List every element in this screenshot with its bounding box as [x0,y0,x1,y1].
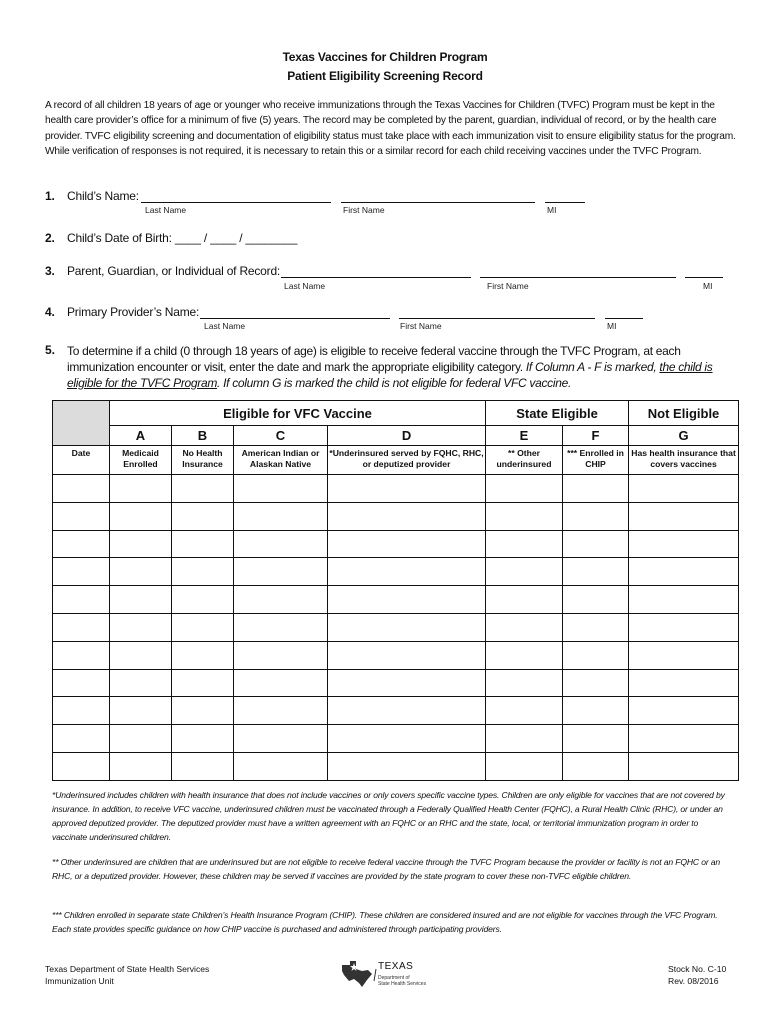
table-row [53,613,739,641]
entry-cell-a[interactable] [110,475,172,503]
entry-cell-b[interactable] [172,697,234,725]
question-4-number: 4. [45,305,55,319]
question-1 [45,189,139,203]
entry-cell-c[interactable] [234,530,328,558]
question-5-condition: If Column A - F is marked, [525,360,657,374]
column-letter-c: C [234,426,328,446]
entry-cell-date[interactable] [53,586,110,614]
entry-cell-date[interactable] [53,725,110,753]
question-1-label: Child’s Name: [67,189,139,203]
entry-cell-date[interactable] [53,558,110,586]
entry-cell-f[interactable] [563,669,629,697]
provider-first-name-caption: First Name [400,321,442,331]
entry-cell-date[interactable] [53,530,110,558]
table-row [53,641,739,669]
entry-cell-d[interactable] [328,752,486,780]
guardian-first-name-caption: First Name [487,281,529,291]
entry-cell-f[interactable] [563,586,629,614]
column-letter-e: E [486,426,563,446]
column-letter-g: G [629,426,739,446]
entry-cell-d[interactable] [328,502,486,530]
column-desc-e: ** Other underinsured [486,446,563,475]
question-3-number: 3. [45,264,55,278]
entry-cell-d[interactable] [328,613,486,641]
entry-cell-b[interactable] [172,725,234,753]
entry-cell-c[interactable] [234,641,328,669]
child-first-name-caption: First Name [343,205,385,215]
question-4-label: Primary Provider’s Name: [67,305,200,319]
entry-cell-b[interactable] [172,613,234,641]
entry-cell-d[interactable] [328,641,486,669]
entry-cell-g[interactable] [629,586,739,614]
guardian-last-name-field[interactable] [281,277,471,278]
entry-cell-d[interactable] [328,669,486,697]
entry-cell-g[interactable] [629,697,739,725]
column-desc-g: Has health insurance that covers vaccines [629,446,739,475]
entry-cell-c[interactable] [234,613,328,641]
date-header-blank [53,401,110,446]
entry-cell-e[interactable] [486,641,563,669]
intro-paragraph: A record of all children 18 years of age or younger who receive immunizations through the Texas Vaccines for Children (TVFC) Program must be kept in the health care provider’s office for a minimum of five (5) years. The record may be completed by the parent, guardian, individual of record, or by the health care provider. TVFC eligibility screening and documentation of eligibility status must take place with each immunization visit to ensure eligibility status for the program. While verification of responses is not required, it is necessary to retain this or a similar record for each child receiving vaccines under the TVFC Program. [45,100,736,157]
entry-cell-b[interactable] [172,530,234,558]
question-3 [45,264,280,278]
entry-cell-e[interactable] [486,530,563,558]
entry-cell-g[interactable] [629,475,739,503]
entry-cell-c[interactable] [234,725,328,753]
entry-cell-g[interactable] [629,752,739,780]
entry-cell-date[interactable] [53,752,110,780]
footer-agency-block [45,963,209,987]
entry-cell-g[interactable] [629,641,739,669]
entry-cell-b[interactable] [172,669,234,697]
column-letter-d: D [328,426,486,446]
entry-cell-date[interactable] [53,475,110,503]
entry-cell-date[interactable] [53,641,110,669]
footer-revision: Rev. 08/2016 [668,976,719,986]
entry-cell-g[interactable] [629,502,739,530]
entry-cell-a[interactable] [110,502,172,530]
table-row [53,475,739,503]
entry-cell-e[interactable] [486,613,563,641]
table-row [53,669,739,697]
guardian-mi-field[interactable] [685,277,723,278]
provider-first-name-field[interactable] [399,318,595,319]
entry-cell-f[interactable] [563,725,629,753]
table-row [53,530,739,558]
entry-cell-date[interactable] [53,697,110,725]
entry-cell-d[interactable] [328,725,486,753]
entry-cell-e[interactable] [486,502,563,530]
entry-cell-c[interactable] [234,752,328,780]
entry-cell-f[interactable] [563,502,629,530]
footer-agency: Texas Department of State Health Services [45,964,210,974]
question-2[interactable] [45,231,297,245]
child-first-name-field[interactable] [341,202,535,203]
guardian-first-name-field[interactable] [480,277,676,278]
entry-cell-a[interactable] [110,613,172,641]
entry-cell-e[interactable] [486,752,563,780]
footer-unit: Immunization Unit [45,976,114,986]
logo-subtitle-line2: State Health Services [378,981,427,987]
entry-cell-f[interactable] [563,613,629,641]
entry-cell-c[interactable] [234,586,328,614]
entry-cell-a[interactable] [110,752,172,780]
guardian-mi-caption: MI [703,281,713,291]
table-row [53,558,739,586]
entry-cell-date[interactable] [53,613,110,641]
entry-cell-a[interactable] [110,530,172,558]
entry-cell-c[interactable] [234,558,328,586]
note-chip: *** Children enrolled in separate state Children’s Health Insurance Program (CHIP). These children are considered insured and are not eligible for vaccines through the VFC Program. Each state provides specific guidance on how CHIP vaccine is purchased and administered through participating providers. [52,910,718,934]
question-2-number: 2. [45,231,55,245]
entry-cell-d[interactable] [328,697,486,725]
eligibility-table-body [53,475,739,781]
column-desc-c: American Indian or Alaskan Native [234,446,328,475]
question-2-label: Child’s Date of Birth: ____ / ____ / ________ [67,231,298,245]
entry-cell-a[interactable] [110,586,172,614]
entry-cell-a[interactable] [110,725,172,753]
logo-subtitle [378,975,426,987]
entry-cell-e[interactable] [486,475,563,503]
entry-cell-a[interactable] [110,641,172,669]
entry-cell-c[interactable] [234,475,328,503]
entry-cell-b[interactable] [172,641,234,669]
entry-cell-a[interactable] [110,558,172,586]
entry-cell-e[interactable] [486,725,563,753]
entry-cell-g[interactable] [629,725,739,753]
group-header-vfc: Eligible for VFC Vaccine [110,401,486,426]
entry-cell-e[interactable] [486,586,563,614]
table-row [53,752,739,780]
entry-cell-g[interactable] [629,530,739,558]
child-last-name-caption: Last Name [145,205,187,215]
logo-word: TEXAS [378,961,414,972]
entry-cell-b[interactable] [172,558,234,586]
entry-cell-d[interactable] [328,475,486,503]
question-5-eligible-phrase: the child is eligible for the TVFC Program [67,360,713,390]
entry-cell-f[interactable] [563,697,629,725]
provider-last-name-field[interactable] [200,318,390,319]
question-5-number: 5. [45,343,56,357]
provider-mi-field[interactable] [605,318,643,319]
child-last-name-field[interactable] [141,202,331,203]
entry-cell-c[interactable] [234,502,328,530]
question-5-text [67,343,737,391]
entry-cell-e[interactable] [486,558,563,586]
entry-cell-c[interactable] [234,669,328,697]
form-subtitle: Patient Eligibility Screening Record [287,69,483,83]
entry-cell-g[interactable] [629,558,739,586]
question-4 [45,305,199,319]
table-row [53,502,739,530]
footer-stock-number: Stock No. C-10 [668,964,727,974]
group-header-not-eligible: Not Eligible [629,401,739,426]
column-letter-f: F [563,426,629,446]
note-other-underinsured: ** Other underinsured are children that are underinsured but are not eligible to receive federal vaccine through the TVFC Program because the provider or facility is not an FQHC or an RHC, or a deputized provider. However, these children may be served if vaccines are provided by the state program to cover these non-TVFC eligible children. [52,857,721,881]
group-header-state: State Eligible [486,401,629,426]
footer-stock-block [668,963,726,987]
question-3-label: Parent, Guardian, or Individual of Record: [67,264,281,278]
entry-cell-a[interactable] [110,697,172,725]
form-title: Texas Vaccines for Children Program [282,50,488,64]
column-desc-d: *Underinsured served by FQHC, RHC, or deputized provider [328,446,486,475]
logo-subtitle-line1: Department of [378,975,410,981]
column-desc-b: No Health Insurance [172,446,234,475]
entry-cell-a[interactable] [110,669,172,697]
table-row [53,697,739,725]
child-mi-caption: MI [547,205,557,215]
note-underinsured: *Underinsured includes children with health insurance that does not include vaccines or only covers specific vaccine types. Children are only eligible for vaccines that are not covered by insurance. In addition, to receive VFC vaccine, underinsured children must be vaccinated through a Federally Qualified Health Center (FQHC), a Rural Health Clinic (RHC), or under an approved deputized provider. The deputized provider must have a written agreement with an FQHC or an RHC and the state, local, or territorial immunization program in order to vaccinate underinsured children. [52,790,725,842]
entry-cell-f[interactable] [563,530,629,558]
question-5-not-eligible-note: . If column G is marked the child is not eligible for federal VFC vaccine. [217,376,571,390]
question-5-instructions: To determine if a child (0 through 18 years of age) is eligible to receive federal vaccine through the TVFC Program, at each immunization encounter or visit, enter the date and mark the appropriate eligibility category. [67,344,681,374]
table-row [53,586,739,614]
entry-cell-c[interactable] [234,697,328,725]
table-row [53,725,739,753]
guardian-last-name-caption: Last Name [284,281,326,291]
provider-last-name-caption: Last Name [204,321,246,331]
entry-cell-date[interactable] [53,502,110,530]
entry-cell-b[interactable] [172,586,234,614]
entry-cell-f[interactable] [563,558,629,586]
entry-cell-g[interactable] [629,669,739,697]
entry-cell-b[interactable] [172,475,234,503]
provider-mi-caption: MI [607,321,617,331]
child-mi-field[interactable] [545,202,585,203]
entry-cell-f[interactable] [563,641,629,669]
entry-cell-b[interactable] [172,752,234,780]
entry-cell-e[interactable] [486,669,563,697]
entry-cell-f[interactable] [563,752,629,780]
date-column-header: Date [53,446,110,475]
column-letter-a: A [110,426,172,446]
column-letter-b: B [172,426,234,446]
column-desc-a: Medicaid Enrolled [110,446,172,475]
entry-cell-f[interactable] [563,475,629,503]
eligibility-table [52,400,739,781]
entry-cell-d[interactable] [328,558,486,586]
entry-cell-e[interactable] [486,697,563,725]
question-1-number: 1. [45,189,55,203]
entry-cell-d[interactable] [328,586,486,614]
entry-cell-d[interactable] [328,530,486,558]
column-desc-f: *** Enrolled in CHIP [563,446,629,475]
entry-cell-b[interactable] [172,502,234,530]
entry-cell-g[interactable] [629,613,739,641]
entry-cell-date[interactable] [53,669,110,697]
